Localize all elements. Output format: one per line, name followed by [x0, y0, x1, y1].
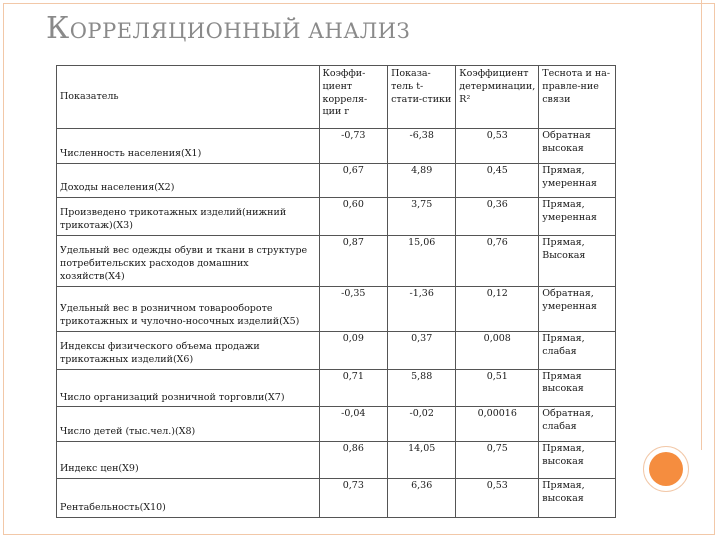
table-row	[57, 235, 616, 286]
r-squared-cell: 0,53	[456, 479, 539, 518]
header-indicator: Показатель	[57, 66, 320, 129]
r-squared-cell: 0,12	[456, 286, 539, 331]
t-stat-cell: 14,05	[388, 442, 456, 479]
slide-title: КОРРЕЛЯЦИОННЫЙ АНАЛИЗ	[46, 11, 411, 46]
tightness-cell: Обратная высокая	[539, 129, 616, 164]
r-squared-cell: 0,008	[456, 331, 539, 369]
tightness-cell: Прямая, высокая	[539, 442, 616, 479]
indicator-cell: Индекс цен(Х9)	[57, 442, 320, 479]
indicator-cell: Удельный вес в розничном товарообороте трикотажных и чулочно-носочных изделий(Х5)	[57, 286, 320, 331]
correlation-cell: 0,60	[319, 197, 388, 235]
tightness-cell: Прямая высокая	[539, 369, 616, 407]
table-body	[57, 129, 616, 518]
table-row	[57, 442, 616, 479]
table-row	[57, 331, 616, 369]
correlation-cell: 0,09	[319, 331, 388, 369]
table-header-row	[57, 66, 616, 129]
indicator-cell: Число детей (тыс.чел.)(Х8)	[57, 407, 320, 442]
table-row	[57, 164, 616, 198]
t-stat-cell: -1,36	[388, 286, 456, 331]
table-row	[57, 479, 616, 518]
table-row	[57, 407, 616, 442]
header-r-squared: Коэффициент детерминации, R²	[456, 66, 539, 129]
t-stat-cell: 5,88	[388, 369, 456, 407]
tightness-cell: Прямая, умеренная	[539, 164, 616, 198]
tightness-cell: Прямая, Высокая	[539, 235, 616, 286]
r-squared-cell: 0,53	[456, 129, 539, 164]
r-squared-cell: 0,51	[456, 369, 539, 407]
r-squared-cell: 0,36	[456, 197, 539, 235]
header-correlation: Коэффи-циент корреля-ции r	[319, 66, 388, 129]
r-squared-cell: 0,76	[456, 235, 539, 286]
correlation-cell: 0,86	[319, 442, 388, 479]
indicator-cell: Доходы населения(Х2)	[57, 164, 320, 198]
t-stat-cell: 4,89	[388, 164, 456, 198]
t-stat-cell: -6,38	[388, 129, 456, 164]
correlation-cell: -0,73	[319, 129, 388, 164]
decorative-orange-circle	[649, 452, 683, 486]
decorative-vertical-line	[701, 0, 702, 450]
t-stat-cell: 15,06	[388, 235, 456, 286]
indicator-cell: Произведено трикотажных изделий(нижний трикотаж)(Х3)	[57, 197, 320, 235]
header-tightness: Теснота и на-правле-ние связи	[539, 66, 616, 129]
correlation-table	[56, 65, 616, 518]
correlation-cell: 0,73	[319, 479, 388, 518]
t-stat-cell: 6,36	[388, 479, 456, 518]
header-t-stat: Показа-тель t-стати-стики	[388, 66, 456, 129]
table-row	[57, 286, 616, 331]
tightness-cell: Обратная, умеренная	[539, 286, 616, 331]
correlation-cell: 0,67	[319, 164, 388, 198]
correlation-cell: 0,87	[319, 235, 388, 286]
correlation-cell: 0,71	[319, 369, 388, 407]
correlation-cell: -0,35	[319, 286, 388, 331]
indicator-cell: Удельный вес одежды обуви и ткани в структуре потребительских расходов домашних хозяйств(Х4)	[57, 235, 320, 286]
tightness-cell: Прямая, высокая	[539, 479, 616, 518]
r-squared-cell: 0,00016	[456, 407, 539, 442]
indicator-cell: Численность населения(Х1)	[57, 129, 320, 164]
r-squared-cell: 0,75	[456, 442, 539, 479]
indicator-cell: Рентабельность(Х10)	[57, 479, 320, 518]
t-stat-cell: 0,37	[388, 331, 456, 369]
t-stat-cell: 3,75	[388, 197, 456, 235]
table-row	[57, 197, 616, 235]
table-row	[57, 129, 616, 164]
indicator-cell: Число организаций розничной торговли(Х7)	[57, 369, 320, 407]
tightness-cell: Прямая, умеренная	[539, 197, 616, 235]
t-stat-cell: -0,02	[388, 407, 456, 442]
table-row	[57, 369, 616, 407]
tightness-cell: Прямая, слабая	[539, 331, 616, 369]
correlation-cell: -0,04	[319, 407, 388, 442]
r-squared-cell: 0,45	[456, 164, 539, 198]
tightness-cell: Обратная, слабая	[539, 407, 616, 442]
indicator-cell: Индексы физического объема продажи трикотажных изделий(Х6)	[57, 331, 320, 369]
